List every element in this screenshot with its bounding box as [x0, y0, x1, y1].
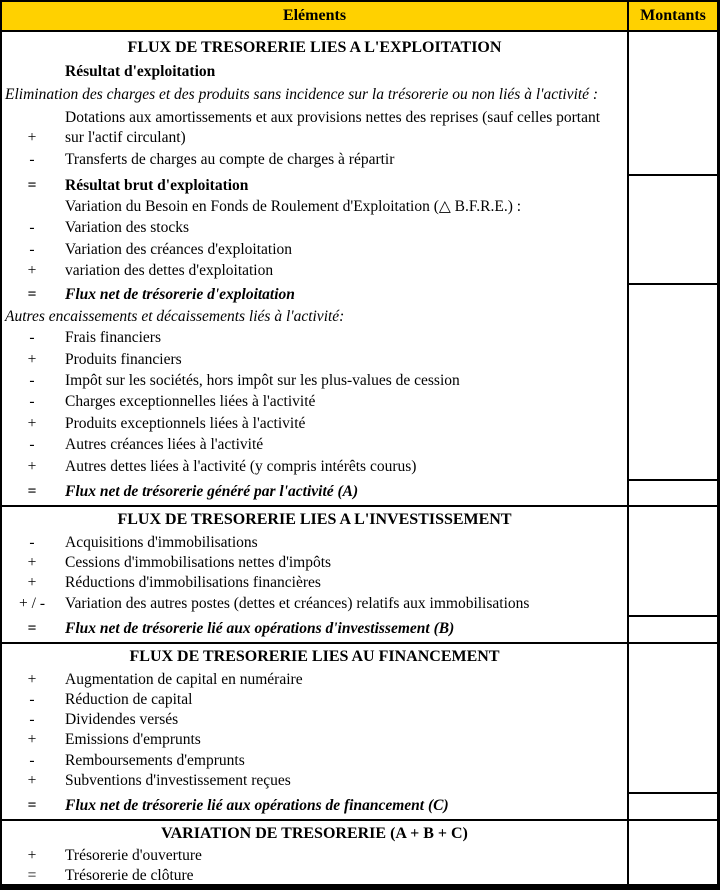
operator-sign: + — [27, 731, 37, 749]
montants-column-header — [627, 2, 717, 30]
table-block — [2, 507, 717, 615]
line-item — [2, 435, 627, 455]
operator-sign: + — [27, 414, 37, 432]
section — [2, 505, 717, 642]
line-item-label: Frais financiers — [65, 329, 161, 347]
section — [2, 642, 717, 819]
operator-sign: - — [29, 371, 35, 389]
line-item-label: Résultat d'exploitation — [65, 63, 216, 81]
line-item-label: Réduction de capital — [65, 690, 193, 708]
elements-cell-group — [2, 821, 627, 884]
elements-cell-group — [2, 174, 627, 283]
montants-cell — [627, 32, 717, 174]
table-header-row — [2, 2, 717, 32]
line-item-label: Subventions d'investissement reçues — [65, 771, 291, 789]
operator-sign: = — [27, 796, 37, 814]
line-item-label: Charges exceptionnelles liées à l'activité — [65, 393, 316, 411]
operator-sign — [2, 62, 62, 82]
line-item-label: Flux net de trésorerie lié aux opérations de financement (C) — [65, 796, 449, 814]
line-item — [2, 771, 627, 791]
section — [2, 32, 717, 505]
section — [2, 819, 717, 884]
elements-cell-group — [2, 792, 627, 819]
summary-line — [2, 482, 627, 502]
elements-cell-group — [2, 615, 627, 642]
table-block — [2, 283, 717, 479]
operator-sign: - — [29, 711, 35, 728]
operator-sign: + — [27, 574, 37, 592]
section-title — [2, 508, 627, 532]
line-item — [2, 240, 627, 260]
line-item-label: Transferts de charges au compte de charges à répartir — [65, 151, 395, 169]
operator-sign: + — [27, 261, 37, 279]
line-item-label: Flux net de trésorerie d'exploitation — [65, 286, 295, 304]
line-item — [2, 730, 627, 750]
line-item-label: variation des dettes d'exploitation — [65, 261, 274, 279]
line-item-label: Flux net de trésorerie lié aux opérations d'investissement (B) — [65, 619, 455, 637]
subheading-line — [2, 62, 627, 82]
line-item — [2, 218, 627, 238]
line-item — [2, 197, 627, 217]
line-item — [2, 261, 627, 281]
montants-cell — [627, 792, 717, 819]
table-block — [2, 174, 717, 283]
elements-column-header — [2, 2, 627, 30]
line-item-label: Dividendes versés — [65, 711, 179, 728]
operator-sign: - — [29, 219, 35, 237]
summary-line — [2, 176, 627, 196]
line-item-label: Trésorerie de clôture — [65, 867, 194, 884]
operator-sign: - — [29, 393, 35, 411]
note-line: Elimination des charges et des produits sans incidence sur la trésorerie ou non liés à l'activité : — [5, 85, 599, 103]
line-item-label: Réductions d'immobilisations financières — [65, 574, 321, 592]
montants-cell — [627, 283, 717, 479]
line-item — [2, 866, 627, 884]
line-item-label: Impôt sur les sociétés, hors impôt sur les plus-values de cession — [65, 371, 460, 389]
montants-cell — [627, 615, 717, 642]
line-item-label: Remboursements d'emprunts — [65, 751, 245, 769]
line-item-label: Produits financiers — [65, 350, 182, 368]
line-item-label: Dotations aux amortissements et aux provisions nettes des reprises (sauf celles portant sur l'actif circulant) — [65, 108, 601, 146]
line-item-label: Acquisitions d'immobilisations — [65, 533, 258, 551]
operator-sign: = — [27, 867, 37, 884]
operator-sign: = — [27, 177, 37, 195]
montants-cell — [627, 479, 717, 505]
table-block — [2, 615, 717, 642]
operator-sign — [2, 197, 62, 217]
elements-cell-group — [2, 644, 627, 792]
section-title-label: VARIATION DE TRESORERIE (A + B + C) — [161, 825, 468, 842]
line-item-label: Emissions d'emprunts — [65, 731, 201, 749]
line-item — [2, 573, 627, 593]
operator-sign: = — [27, 619, 37, 637]
line-item — [2, 457, 627, 477]
operator-sign: + — [27, 771, 37, 789]
operator-sign: + — [27, 350, 37, 368]
line-item — [2, 392, 627, 412]
line-item-label: Cessions d'immobilisations nettes d'impôts — [65, 553, 332, 571]
section-title-label: FLUX DE TRESORERIE LIES A L'INVESTISSEMENT — [117, 511, 512, 529]
elements-cell-group — [2, 283, 627, 479]
montants-cell — [627, 821, 717, 884]
operator-sign: = — [27, 286, 37, 304]
montants-header-label: Montants — [640, 7, 706, 24]
line-item — [2, 414, 627, 434]
line-item — [2, 710, 627, 730]
operator-sign: + — [27, 670, 37, 688]
operator-sign: + / - — [19, 594, 45, 612]
line-item-label: Flux net de trésorerie généré par l'activité (A) — [65, 483, 359, 500]
montants-cell — [627, 644, 717, 792]
elements-cell-group — [2, 507, 627, 615]
line-item-label: Variation des créances d'exploitation — [65, 240, 293, 258]
line-item-label: Variation des stocks — [65, 219, 189, 237]
line-item-label: Autres créances liées à l'activité — [65, 436, 264, 454]
section-title — [2, 36, 627, 60]
elements-cell-group — [2, 32, 627, 174]
line-item-label: Variation des autres postes (dettes et créances) relatifs aux immobilisations — [65, 594, 530, 612]
operator-sign: = — [27, 483, 37, 500]
line-item — [2, 108, 627, 148]
line-item-label: Trésorerie d'ouverture — [65, 847, 202, 864]
line-item — [2, 150, 627, 170]
note-line: Autres encaissements et décaissements liés à l'activité: — [5, 307, 345, 325]
line-item — [2, 751, 627, 771]
table-block — [2, 644, 717, 792]
operator-sign: - — [29, 751, 35, 769]
line-item — [2, 690, 627, 710]
operator-sign: - — [29, 533, 35, 551]
table-block — [2, 821, 717, 884]
summary-line — [2, 285, 627, 305]
table-block — [2, 792, 717, 819]
line-item — [2, 533, 627, 553]
line-item — [2, 846, 627, 866]
line-item-label: Variation du Besoin en Fonds de Roulement d'Exploitation (△ B.F.R.E.) : — [65, 198, 522, 216]
section-title-label: FLUX DE TRESORERIE LIES A L'EXPLOITATION — [127, 38, 502, 56]
operator-sign: + — [27, 457, 37, 475]
elements-header-label: Eléments — [282, 7, 347, 24]
line-item-label: Autres dettes liées à l'activité (y compris intérêts courus) — [65, 457, 417, 475]
operator-sign: + — [27, 128, 37, 146]
table-body — [2, 32, 717, 884]
line-item-label: Produits exceptionnels liées à l'activité — [65, 414, 306, 432]
operator-sign: - — [29, 436, 35, 454]
line-item — [2, 553, 627, 573]
montants-cell — [627, 174, 717, 283]
montants-cell — [627, 507, 717, 615]
line-item — [2, 328, 627, 348]
operator-sign: - — [29, 329, 35, 347]
elements-cell-group — [2, 479, 627, 505]
line-item — [2, 350, 627, 370]
summary-line — [2, 619, 627, 639]
table-block — [2, 32, 717, 174]
line-item-label: Augmentation de capital en numéraire — [65, 670, 303, 688]
summary-line — [2, 796, 627, 816]
operator-sign: - — [29, 151, 35, 169]
operator-sign: - — [29, 690, 35, 708]
line-item — [2, 670, 627, 690]
operator-sign: + — [27, 847, 37, 864]
section-title-label: FLUX DE TRESORERIE LIES AU FINANCEMENT — [129, 648, 500, 666]
operator-sign: - — [29, 240, 35, 258]
section-title — [2, 645, 627, 669]
operator-sign: + — [27, 553, 37, 571]
line-item — [2, 594, 627, 614]
line-item-label: Résultat brut d'exploitation — [65, 177, 249, 195]
line-item — [2, 371, 627, 391]
table-block — [2, 479, 717, 505]
section-title — [2, 822, 627, 846]
